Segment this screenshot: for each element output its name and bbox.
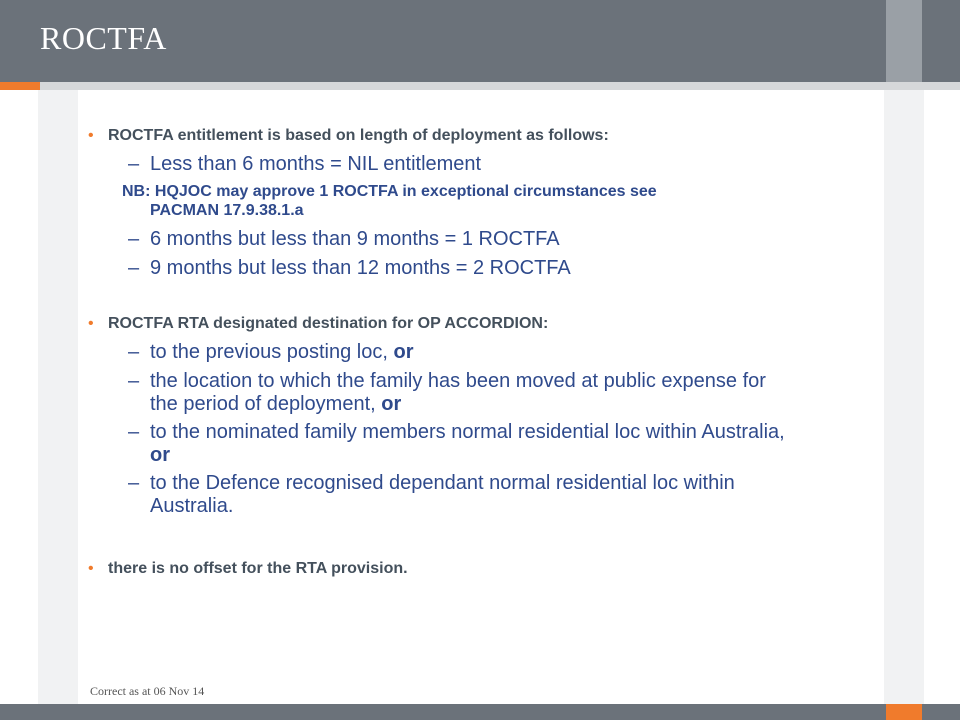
bullet-2: •: [88, 315, 94, 332]
entitlement-item-nil: Less than 6 months = NIL entitlement: [150, 153, 482, 175]
destination-item-3: [150, 421, 910, 467]
destination-item-1-text: to the previous posting loc,: [150, 341, 394, 363]
slide-title: ROCTFA: [40, 20, 167, 56]
footer-accent-block: [886, 704, 922, 720]
destination-heading: ROCTFA RTA designated destination for OP ACCORDION:: [108, 315, 549, 332]
destination-item-2-line2: the period of deployment,: [150, 393, 382, 415]
destination-item-4: [150, 472, 910, 518]
destination-item-3-or: or: [150, 444, 170, 466]
hqjoc-note: [122, 182, 882, 220]
destination-item-4-line2: Australia.: [150, 495, 234, 517]
dash-4: –: [128, 341, 140, 363]
hqjoc-note-line2: PACMAN 17.9.38.1.a: [150, 202, 304, 219]
dash-5: –: [128, 370, 140, 392]
bullet-3: •: [88, 560, 94, 577]
entitlement-heading: ROCTFA entitlement is based on length of deployment as follows:: [108, 127, 609, 144]
footer-date: Correct as at 06 Nov 14: [90, 684, 205, 698]
bullet-1: •: [88, 127, 94, 144]
entitlement-item-2: 9 months but less than 12 months = 2 ROCTFA: [150, 257, 571, 279]
destination-item-2-or: or: [381, 393, 402, 415]
dash-7: –: [128, 472, 140, 494]
dash-1: –: [128, 153, 140, 175]
destination-item-1: [150, 341, 910, 364]
footer-bar: [0, 704, 960, 720]
destination-item-1-or: or: [393, 341, 414, 363]
destination-item-4-line1: to the Defence recognised dependant normal residential loc within: [150, 472, 735, 494]
destination-item-3-line1: to the nominated family members normal residential loc within Australia,: [150, 421, 785, 443]
dash-6: –: [128, 421, 140, 443]
dash-2: –: [128, 228, 140, 250]
offset-statement: there is no offset for the RTA provision.: [108, 560, 408, 577]
entitlement-item-1: 6 months but less than 9 months = 1 ROCTFA: [150, 228, 560, 250]
destination-item-2-line1: the location to which the family has been moved at public expense for: [150, 370, 766, 392]
destination-item-2: [150, 370, 910, 416]
dash-3: –: [128, 257, 140, 279]
hqjoc-note-line1: NB: HQJOC may approve 1 ROCTFA in exceptional circumstances see: [122, 183, 657, 200]
